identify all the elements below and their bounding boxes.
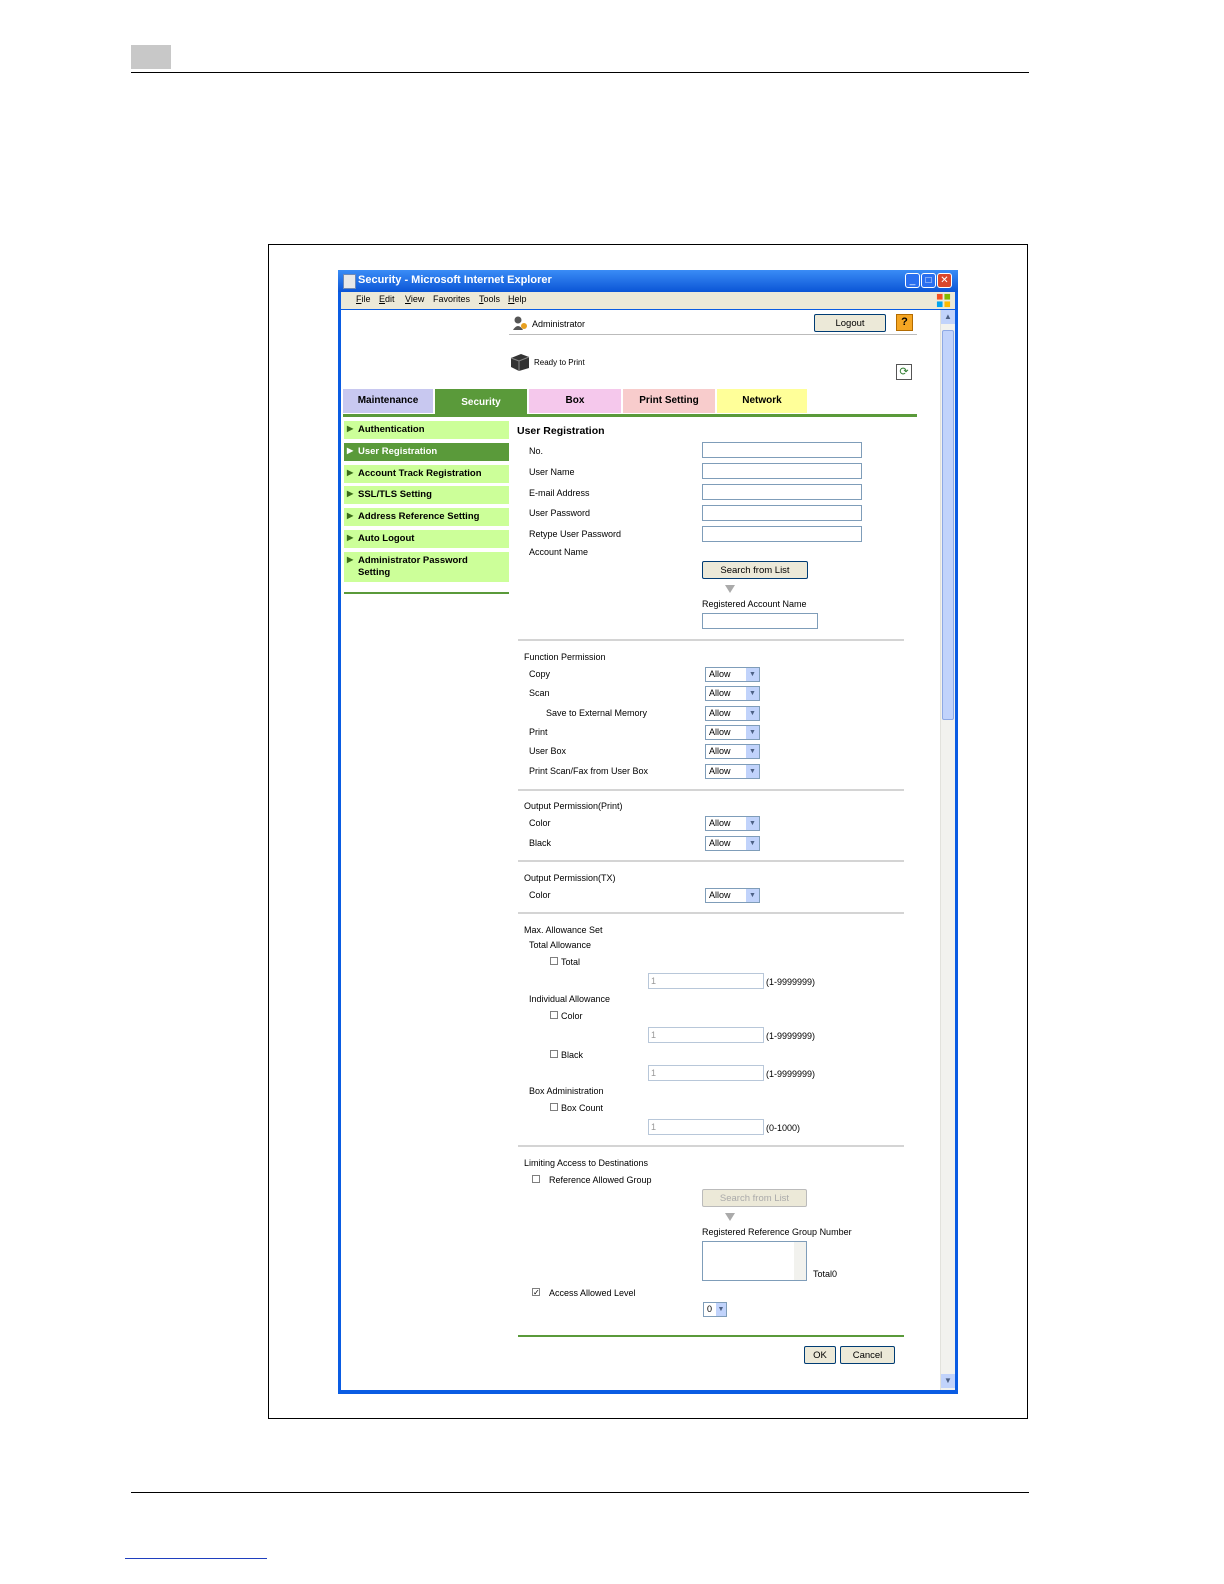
save-external-memory-label: Save to External Memory <box>546 708 648 718</box>
browser-window <box>338 270 958 1394</box>
account-name-label: Account Name <box>529 547 589 557</box>
password-input[interactable] <box>702 505 862 521</box>
reference-group-checkbox[interactable] <box>532 1175 540 1183</box>
scan-select[interactable]: Allow ▼ <box>705 686 760 701</box>
down-arrow-icon <box>725 585 735 593</box>
chevron-down-icon: ▼ <box>746 745 759 758</box>
chevron-down-icon: ▼ <box>746 707 759 720</box>
total-checkbox[interactable] <box>550 957 558 965</box>
sidebar-item-auto-logout[interactable]: ▶ Auto Logout <box>344 530 509 548</box>
sidebar-item-ssl-tls[interactable]: ▶ SSL/TLS Setting <box>344 486 509 504</box>
total-allowance-heading: Total Allowance <box>529 940 592 950</box>
color-allowance-label: Color <box>561 1011 583 1021</box>
black-allowance-input[interactable] <box>648 1065 764 1081</box>
print-scan-fax-select[interactable]: Allow ▼ <box>705 764 760 779</box>
black-allowance-label: Black <box>561 1050 584 1060</box>
list-scrollbar[interactable] <box>794 1242 806 1280</box>
sidebar-item-address-reference[interactable]: ▶ Address Reference Setting <box>344 508 509 526</box>
header-rule <box>509 334 917 335</box>
chevron-down-icon: ▼ <box>746 817 759 830</box>
access-level-label: Access Allowed Level <box>549 1288 636 1298</box>
box-administration-heading: Box Administration <box>529 1086 604 1096</box>
section-divider <box>518 860 904 862</box>
black-allowance-checkbox[interactable] <box>550 1050 558 1058</box>
copy-select[interactable]: Allow ▼ <box>705 667 760 682</box>
chevron-down-icon: ▼ <box>746 837 759 850</box>
registered-account-label: Registered Account Name <box>702 599 807 609</box>
output-print-color-label: Color <box>529 818 551 828</box>
sidebar-item-authentication[interactable]: ▶ Authentication <box>344 421 509 439</box>
max-allowance-heading: Max. Allowance Set <box>524 925 603 935</box>
user-name-label: User Name <box>529 467 575 477</box>
administrator-icon <box>512 315 528 331</box>
tab-print-setting[interactable]: Print Setting <box>623 389 715 413</box>
scroll-thumb[interactable] <box>942 330 954 720</box>
color-allowance-checkbox[interactable] <box>550 1011 558 1019</box>
menu-help[interactable]: Help <box>508 294 527 304</box>
user-box-select[interactable]: Allow ▼ <box>705 744 760 759</box>
scroll-down-icon[interactable]: ▼ <box>941 1374 955 1388</box>
window-title: Security - Microsoft Internet Explorer <box>358 274 552 286</box>
box-count-label: Box Count <box>561 1103 604 1113</box>
search-from-list-disabled-button[interactable]: Search from List <box>702 1189 807 1207</box>
ie-page-icon <box>343 274 356 289</box>
section-divider <box>518 639 904 641</box>
chevron-down-icon: ▼ <box>716 1303 726 1316</box>
admin-label: Administrator <box>532 319 586 329</box>
scan-label: Scan <box>529 688 550 698</box>
registered-account-input[interactable] <box>702 613 818 629</box>
user-name-input[interactable] <box>702 463 862 479</box>
registered-group-list[interactable] <box>702 1241 807 1281</box>
vertical-scrollbar[interactable] <box>940 310 955 1390</box>
chevron-down-icon: ▼ <box>746 726 759 739</box>
title-bar <box>338 270 958 292</box>
page-header-rule <box>131 72 1029 73</box>
password-label: User Password <box>529 508 591 518</box>
status-text: Ready to Print <box>534 358 585 367</box>
box-count-checkbox[interactable] <box>550 1103 558 1111</box>
section-divider <box>518 912 904 914</box>
limiting-access-heading: Limiting Access to Destinations <box>524 1158 649 1168</box>
print-select[interactable]: Allow ▼ <box>705 725 760 740</box>
function-permission-heading: Function Permission <box>524 652 606 662</box>
tab-network[interactable]: Network <box>717 389 807 413</box>
sidebar-item-account-track[interactable]: ▶ Account Track Registration <box>344 465 509 483</box>
menu-edit[interactable]: Edit <box>379 294 395 304</box>
printer-icon <box>509 352 531 372</box>
email-input[interactable] <box>702 484 862 500</box>
logout-button[interactable]: Logout <box>814 314 886 332</box>
save-external-memory-select[interactable]: Allow ▼ <box>705 706 760 721</box>
total-range: (1-9999999) <box>766 977 816 987</box>
individual-allowance-heading: Individual Allowance <box>529 994 611 1004</box>
chevron-down-icon: ▼ <box>746 765 759 778</box>
page-content <box>341 310 940 1390</box>
output-print-color-select[interactable]: Allow ▼ <box>705 816 760 831</box>
sidebar-bottom-rule <box>344 592 509 594</box>
color-allowance-input[interactable] <box>648 1027 764 1043</box>
help-icon[interactable]: ? <box>896 314 913 331</box>
section-divider <box>518 1145 904 1147</box>
close-icon[interactable]: ✕ <box>937 273 952 288</box>
minimize-icon[interactable]: _ <box>905 273 920 288</box>
maximize-icon[interactable]: □ <box>921 273 936 288</box>
total-input[interactable] <box>648 973 764 989</box>
retype-password-label: Retype User Password <box>529 529 622 539</box>
form-bottom-rule <box>518 1335 904 1337</box>
tab-security[interactable]: Security <box>435 389 527 415</box>
box-count-range: (0-1000) <box>766 1123 801 1133</box>
menu-view[interactable]: View <box>405 294 425 304</box>
menu-bar <box>341 292 955 309</box>
access-level-select[interactable]: 0 ▼ <box>703 1302 727 1317</box>
no-input[interactable] <box>702 442 862 458</box>
menu-favorites[interactable]: Favorites <box>433 294 471 304</box>
black-allowance-range: (1-9999999) <box>766 1069 816 1079</box>
registered-group-label: Registered Reference Group Number <box>702 1227 852 1237</box>
box-count-input[interactable] <box>648 1119 764 1135</box>
total-label: Total <box>561 957 581 967</box>
output-tx-color-select[interactable]: Allow ▼ <box>705 888 760 903</box>
sidebar-item-user-registration[interactable]: ▶ User Registration <box>344 443 509 461</box>
scroll-up-icon[interactable]: ▲ <box>941 310 955 324</box>
page-header-tab <box>131 45 171 69</box>
tab-maintenance[interactable]: Maintenance <box>343 389 433 413</box>
group-total: Total0 <box>813 1269 838 1279</box>
output-print-black-select[interactable]: Allow ▼ <box>705 836 760 851</box>
form-title: User Registration <box>517 425 605 437</box>
page-footer-link-rule <box>125 1558 267 1559</box>
retype-password-input[interactable] <box>702 526 862 542</box>
copy-label: Copy <box>529 669 551 679</box>
tab-box[interactable]: Box <box>529 389 621 413</box>
chevron-down-icon: ▼ <box>746 668 759 681</box>
chevron-down-icon: ▼ <box>746 687 759 700</box>
cancel-button[interactable]: Cancel <box>840 1346 895 1364</box>
menu-file[interactable]: File <box>356 294 371 304</box>
tab-underline <box>343 414 917 417</box>
output-tx-color-label: Color <box>529 890 551 900</box>
email-label: E-mail Address <box>529 488 590 498</box>
search-from-list-button[interactable]: Search from List <box>702 561 808 579</box>
menu-tools[interactable]: Tools <box>479 294 501 304</box>
windows-logo-icon <box>936 293 951 308</box>
refresh-icon[interactable]: ⟳ <box>896 364 912 380</box>
page-footer-rule <box>131 1492 1029 1493</box>
reference-group-label: Reference Allowed Group <box>549 1175 652 1185</box>
print-label: Print <box>529 727 548 737</box>
color-allowance-range: (1-9999999) <box>766 1031 816 1041</box>
output-tx-heading: Output Permission(TX) <box>524 873 616 883</box>
output-print-heading: Output Permission(Print) <box>524 801 623 811</box>
down-arrow-icon <box>725 1213 735 1221</box>
ok-button[interactable]: OK <box>804 1346 836 1364</box>
print-scan-fax-label: Print Scan/Fax from User Box <box>529 766 649 776</box>
output-print-black-label: Black <box>529 838 552 848</box>
no-label: No. <box>529 446 544 456</box>
sidebar-item-admin-password[interactable]: ▶ Administrator Password Setting <box>344 552 509 582</box>
chevron-down-icon: ▼ <box>746 889 759 902</box>
user-box-label: User Box <box>529 746 567 756</box>
access-level-checkbox[interactable]: ✓ <box>533 1288 540 1297</box>
section-divider <box>518 789 904 791</box>
